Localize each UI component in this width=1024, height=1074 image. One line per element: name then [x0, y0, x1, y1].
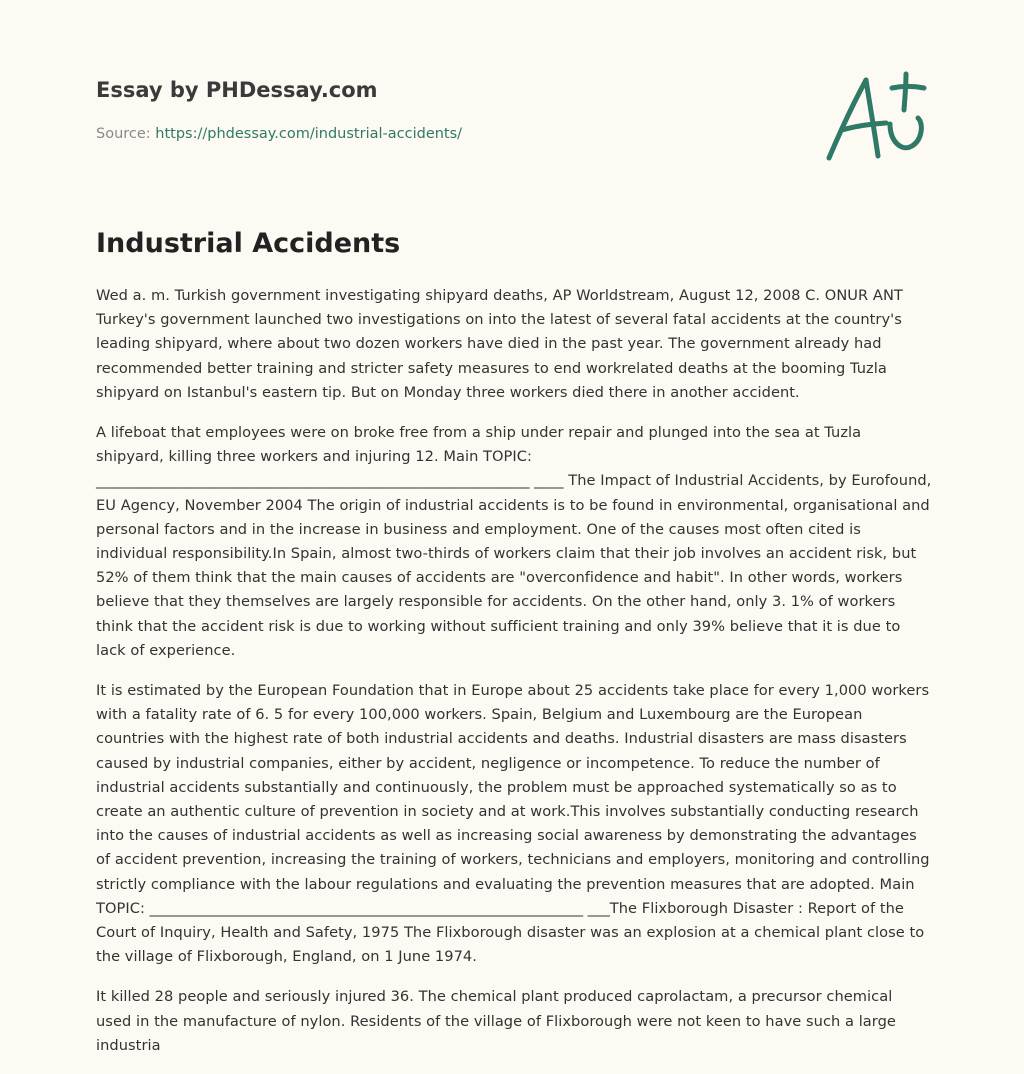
essay-paragraph: Wed a. m. Turkish government investigating shipyard deaths, AP Worldstream, August 12, 2008 C. ONUR ANT Turkey's government launched two investigations on into the latest of several fatal accidents at the country's leading shipyard, where about two dozen workers have died in the past year. The government already had recommended better training and stricter safety measures to end workrelated deaths at the booming Tuzla shipyard on Istanbul's eastern tip. But on Monday three workers died there in another accident.: [96, 287, 903, 401]
source-link[interactable]: https://phdessay.com/industrial-accidents/: [155, 126, 463, 142]
essay-paragraph: It is estimated by the European Foundation that in Europe about 25 accidents take place for every 1,000 workers with a fatality rate of 6. 5 for every 100,000 workers. Spain, Belgium and Luxembourg are the European countries with the highest rate of both industrial accidents and deaths. Industrial disasters are mass disasters caused by industrial companies, either by accident, negligence or incompetence. To reduce the number of industrial accidents substantially and continuously, the problem must be approached systematically so as to create an authentic culture of prevention in society and at work.This involves substantially conducting research into the causes of industrial accidents as well as increasing social awareness by demonstrating the advantages of accident prevention, increasing the training of workers, technicians and employers, monitoring and controlling strictly compliance with the labour regulations and evaluating the prevention measures that are adopted. Main TOPIC: ___________________________________________________________ ___The Flixborough Disaster : Report of the Court of Inquiry, Health and Safety, 1975 The Flixborough disaster was an explosion at a chemical plant close to the village of Flixborough, England, on 1 June 1974.: [96, 682, 930, 966]
a-plus-logo-svg: [820, 66, 930, 166]
essay-body: [96, 284, 932, 1074]
essay-paragraph: A lifeboat that employees were on broke free from a ship under repair and plunged into the sea at Tuzla shipyard, killing three workers and injuring 12. Main TOPIC: ___________________________________________________________ ____ The Impact of Industrial Accidents, by Eurofound, EU Agency, November 2004 The origin of industrial accidents is to be found in environmental, organisational and personal factors and in the increase in business and employment. One of the causes most often cited is individual responsibility.In Spain, almost two-thirds of workers claim that their job involves an accident risk, but 52% of them think that the main causes of accidents are "overconfidence and habit". In other words, workers believe that they themselves are largely responsible for accidents. On the other hand, only 3. 1% of workers think that the accident risk is due to working without sufficient training and only 39% believe that it is due to lack of experience.: [96, 424, 932, 659]
essay-paragraph: It killed 28 people and seriously injured 36. The chemical plant produced caprolactam, a precursor chemical used in the manufacture of nylon. Residents of the village of Flixborough were not keen to have such a large industria: [96, 988, 896, 1054]
source-label: Source:: [96, 126, 151, 142]
brand-title: Essay by PHDessay.com: [96, 78, 378, 102]
source-line: [96, 124, 796, 144]
a-plus-grade-icon: [820, 66, 930, 166]
essay-header: [96, 76, 796, 144]
essay-title: Industrial Accidents: [96, 228, 401, 259]
